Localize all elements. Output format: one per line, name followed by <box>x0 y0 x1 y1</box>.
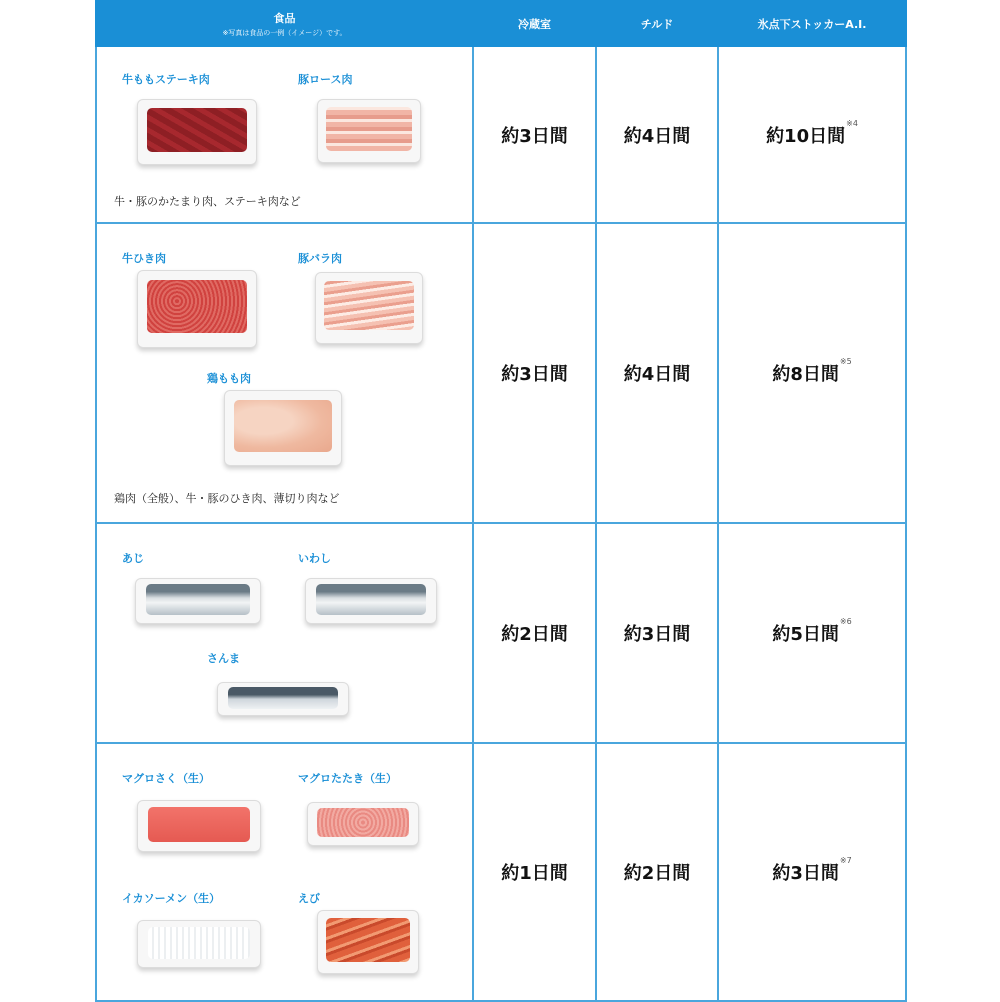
food-item <box>298 770 397 786</box>
ground-beef-image <box>137 270 257 348</box>
header-ai-stocker: 氷点下ストッカーA.I. <box>718 1 906 46</box>
food-item <box>207 370 251 386</box>
tuna-block-image <box>137 800 261 852</box>
food-item-label: イカソーメン（生） <box>122 892 221 905</box>
refrigerator-cell <box>473 523 596 743</box>
chilled-value: 約4日間 <box>623 125 691 147</box>
food-item <box>122 890 220 906</box>
header-food-note: ※写真は食品の一例（イメージ）です。 <box>222 28 347 37</box>
refrigerator-cell <box>473 743 596 1001</box>
chilled-cell <box>596 523 718 743</box>
saury-image <box>217 682 349 716</box>
chilled-value: 約2日間 <box>623 863 691 884</box>
header-row <box>96 1 906 46</box>
pork-belly-image <box>315 272 423 344</box>
ai-stocker-cell <box>718 46 906 223</box>
food-cell <box>96 743 473 1001</box>
footnote-ref: ※7 <box>839 856 852 865</box>
food-item-label: マグロたたき（生） <box>298 772 397 785</box>
food-cell <box>96 223 473 523</box>
pork-loin-image <box>317 99 421 163</box>
footnote-ref: ※5 <box>839 357 852 366</box>
food-description: 鶏肉（全般）、牛・豚のひき肉、薄切り肉など <box>114 492 340 505</box>
header-food-label: 食品 <box>273 11 296 25</box>
chilled-cell <box>596 743 718 1001</box>
food-item <box>122 550 144 566</box>
shrimp-image <box>317 910 419 974</box>
food-item-label: 豚ロース肉 <box>298 73 353 86</box>
ai-stocker-cell <box>718 523 906 743</box>
food-item-label: 豚バラ肉 <box>298 252 342 265</box>
food-item <box>298 250 342 266</box>
table-row <box>96 523 906 743</box>
refrigerator-value: 約3日間 <box>501 364 568 385</box>
ai-stocker-value: 約3日間 <box>772 863 839 884</box>
ai-stocker-value: 約8日間 <box>772 364 839 385</box>
refrigerator-cell <box>473 223 596 523</box>
table-row <box>96 46 906 223</box>
food-cell <box>96 46 473 223</box>
food-item-label: 鶏もも肉 <box>207 372 251 385</box>
chilled-cell <box>596 223 718 523</box>
storage-comparison-table <box>95 0 907 1002</box>
header-chilled: チルド <box>596 1 718 46</box>
food-cell <box>96 523 473 743</box>
food-item <box>298 71 352 87</box>
refrigerator-cell <box>473 46 596 223</box>
beef-steak-image <box>137 99 257 165</box>
tuna-tataki-image <box>307 802 419 846</box>
food-item-label: マグロさく（生） <box>122 772 210 785</box>
food-item-label: 牛ひき肉 <box>122 252 166 265</box>
table-row <box>96 223 906 523</box>
ai-stocker-cell <box>718 743 906 1001</box>
food-description: 牛・豚のかたまり肉、ステーキ肉など <box>114 195 301 208</box>
food-item <box>298 550 331 566</box>
table-row <box>96 743 906 1001</box>
horse-mackerel-image <box>135 578 261 624</box>
chilled-value: 約3日間 <box>623 624 691 645</box>
header-food <box>96 1 473 46</box>
chilled-value: 約4日間 <box>623 364 691 385</box>
food-item <box>298 890 320 906</box>
food-item-label: いわし <box>298 552 331 565</box>
chicken-thigh-image <box>224 390 342 466</box>
refrigerator-value: 約3日間 <box>501 125 568 147</box>
chilled-cell <box>596 46 718 223</box>
food-item <box>122 71 210 87</box>
food-item-label: えび <box>298 892 320 905</box>
food-item <box>207 650 240 666</box>
squid-noodle-image <box>137 920 261 968</box>
sardine-image <box>305 578 437 624</box>
header-refrigerator: 冷蔵室 <box>473 1 596 46</box>
refrigerator-value: 約1日間 <box>501 863 568 884</box>
food-item <box>122 250 166 266</box>
ai-stocker-cell <box>718 223 906 523</box>
footnote-ref: ※6 <box>839 617 852 626</box>
food-item-label: さんま <box>207 652 240 665</box>
refrigerator-value: 約2日間 <box>501 624 568 645</box>
ai-stocker-value: 約5日間 <box>772 624 839 645</box>
food-item-label: 牛ももステーキ肉 <box>122 73 210 86</box>
food-item <box>122 770 210 786</box>
food-item-label: あじ <box>122 552 144 565</box>
ai-stocker-value: 約10日間 <box>766 125 846 147</box>
footnote-ref: ※4 <box>846 118 858 128</box>
